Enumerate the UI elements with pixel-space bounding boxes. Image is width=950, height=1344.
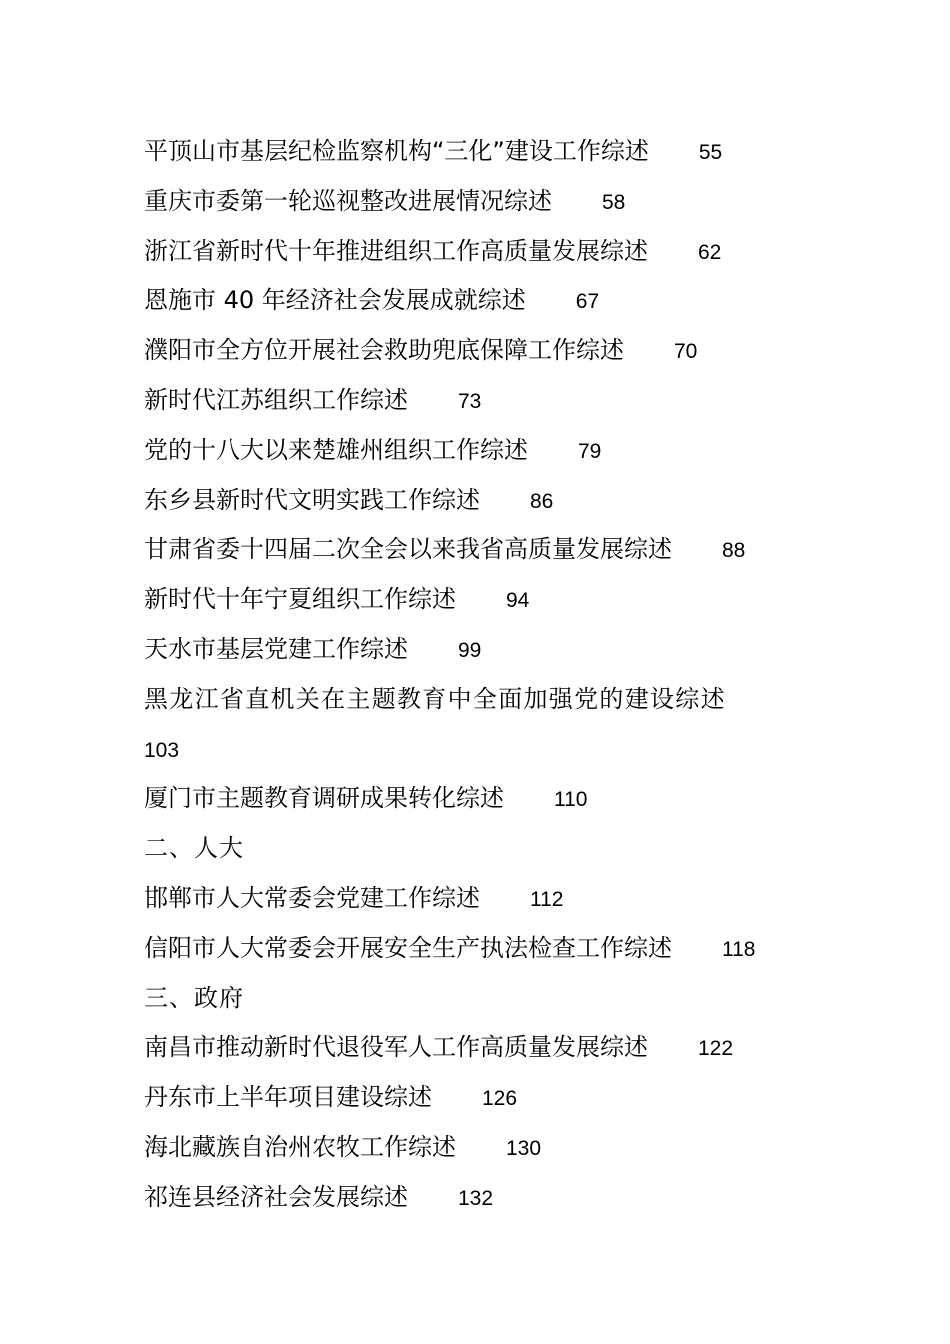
toc-entry-page: 130 <box>506 1136 542 1160</box>
toc-entry-page: 58 <box>602 190 626 214</box>
toc-entry-title: 东乡县新时代文明实践工作综述 <box>144 485 480 514</box>
toc-entry[interactable] <box>144 276 824 326</box>
toc-entry-page: 94 <box>506 589 530 613</box>
toc-entry-page: 67 <box>575 290 600 314</box>
toc-entry-title: 浙江省新时代十年推进组织工作高质量发展综述 <box>144 236 648 265</box>
toc-entry[interactable] <box>144 625 824 675</box>
toc-entry[interactable] <box>144 1173 824 1223</box>
toc-entry-title: 新时代十年宁夏组织工作综述 <box>144 585 456 614</box>
toc-entry-page: 88 <box>722 539 746 563</box>
toc-entry-title: 海北藏族自治州农牧工作综述 <box>144 1132 456 1161</box>
toc-entry-page: 99 <box>458 638 482 662</box>
toc-entry-title: 信阳市人大常委会开展安全生产执法检查工作综述 <box>144 933 672 962</box>
section-heading <box>144 974 824 1024</box>
toc-entry-page: 110 <box>554 788 588 812</box>
toc-entry-page: 103 <box>144 738 180 762</box>
toc-entry-title: 祁连县经济社会发展综述 <box>144 1182 408 1211</box>
toc-entry[interactable] <box>144 326 824 376</box>
toc-entry[interactable] <box>144 1023 824 1073</box>
toc-entry-title: 南昌市推动新时代退役军人工作高质量发展综述 <box>144 1033 648 1062</box>
toc-entry-title: 天水市基层党建工作综述 <box>144 634 408 663</box>
toc-entry[interactable] <box>144 1073 824 1123</box>
toc-entry-title: 黑龙江省直机关在主题教育中全面加强党的建设综述 <box>144 684 726 713</box>
toc-entry[interactable] <box>144 675 824 725</box>
toc-entry[interactable] <box>144 575 824 625</box>
toc-entry[interactable] <box>144 227 824 277</box>
section-heading-title: 三、政府 <box>144 983 244 1012</box>
toc-entry-title: 厦门市主题教育调研成果转化综述 <box>144 784 504 813</box>
toc-entry[interactable] <box>144 426 824 476</box>
toc-entry-page: 112 <box>530 887 564 911</box>
toc-entry-page: 118 <box>722 937 756 961</box>
toc-entry-continuation[interactable] <box>144 725 824 775</box>
toc-entry-page: 62 <box>698 240 722 264</box>
toc-entry-page: 70 <box>674 340 698 364</box>
toc-entry-title: 党的十八大以来楚雄州组织工作综述 <box>144 435 528 464</box>
toc-entry[interactable] <box>144 1123 824 1173</box>
toc-entry-page: 132 <box>458 1186 494 1210</box>
toc-entry-page: 79 <box>578 439 602 463</box>
toc-entry-title: 平顶山市基层纪检监察机构“三化”建设工作综述 <box>144 137 649 165</box>
section-heading-title: 二、人大 <box>144 834 244 863</box>
toc-entry[interactable] <box>144 774 824 824</box>
toc-entry[interactable] <box>144 874 824 924</box>
table-of-contents <box>144 127 824 1223</box>
toc-entry-title: 甘肃省委十四届二次全会以来我省高质量发展综述 <box>144 535 672 564</box>
toc-entry-page: 122 <box>698 1037 734 1061</box>
toc-entry[interactable] <box>144 924 824 974</box>
toc-entry-title: 重庆市委第一轮巡视整改进展情况综述 <box>144 186 552 215</box>
toc-entry[interactable] <box>144 476 824 526</box>
toc-entry[interactable] <box>144 177 824 227</box>
toc-entry[interactable] <box>144 376 824 426</box>
toc-entry-title: 濮阳市全方位开展社会救助兜底保障工作综述 <box>144 336 624 365</box>
toc-entry-title: 新时代江苏组织工作综述 <box>144 385 408 414</box>
toc-entry-page: 55 <box>698 141 723 164</box>
toc-entry[interactable] <box>144 127 824 177</box>
toc-entry-page: 126 <box>482 1087 518 1111</box>
toc-entry-page: 86 <box>530 489 554 513</box>
toc-entry-title: 恩施市 40 年经济社会发展成就综述 <box>144 286 526 315</box>
toc-entry-title: 邯郸市人大常委会党建工作综述 <box>144 883 480 912</box>
toc-entry-page: 73 <box>458 389 482 413</box>
toc-entry-title: 丹东市上半年项目建设综述 <box>144 1083 432 1112</box>
toc-entry[interactable] <box>144 525 824 575</box>
section-heading <box>144 824 824 874</box>
